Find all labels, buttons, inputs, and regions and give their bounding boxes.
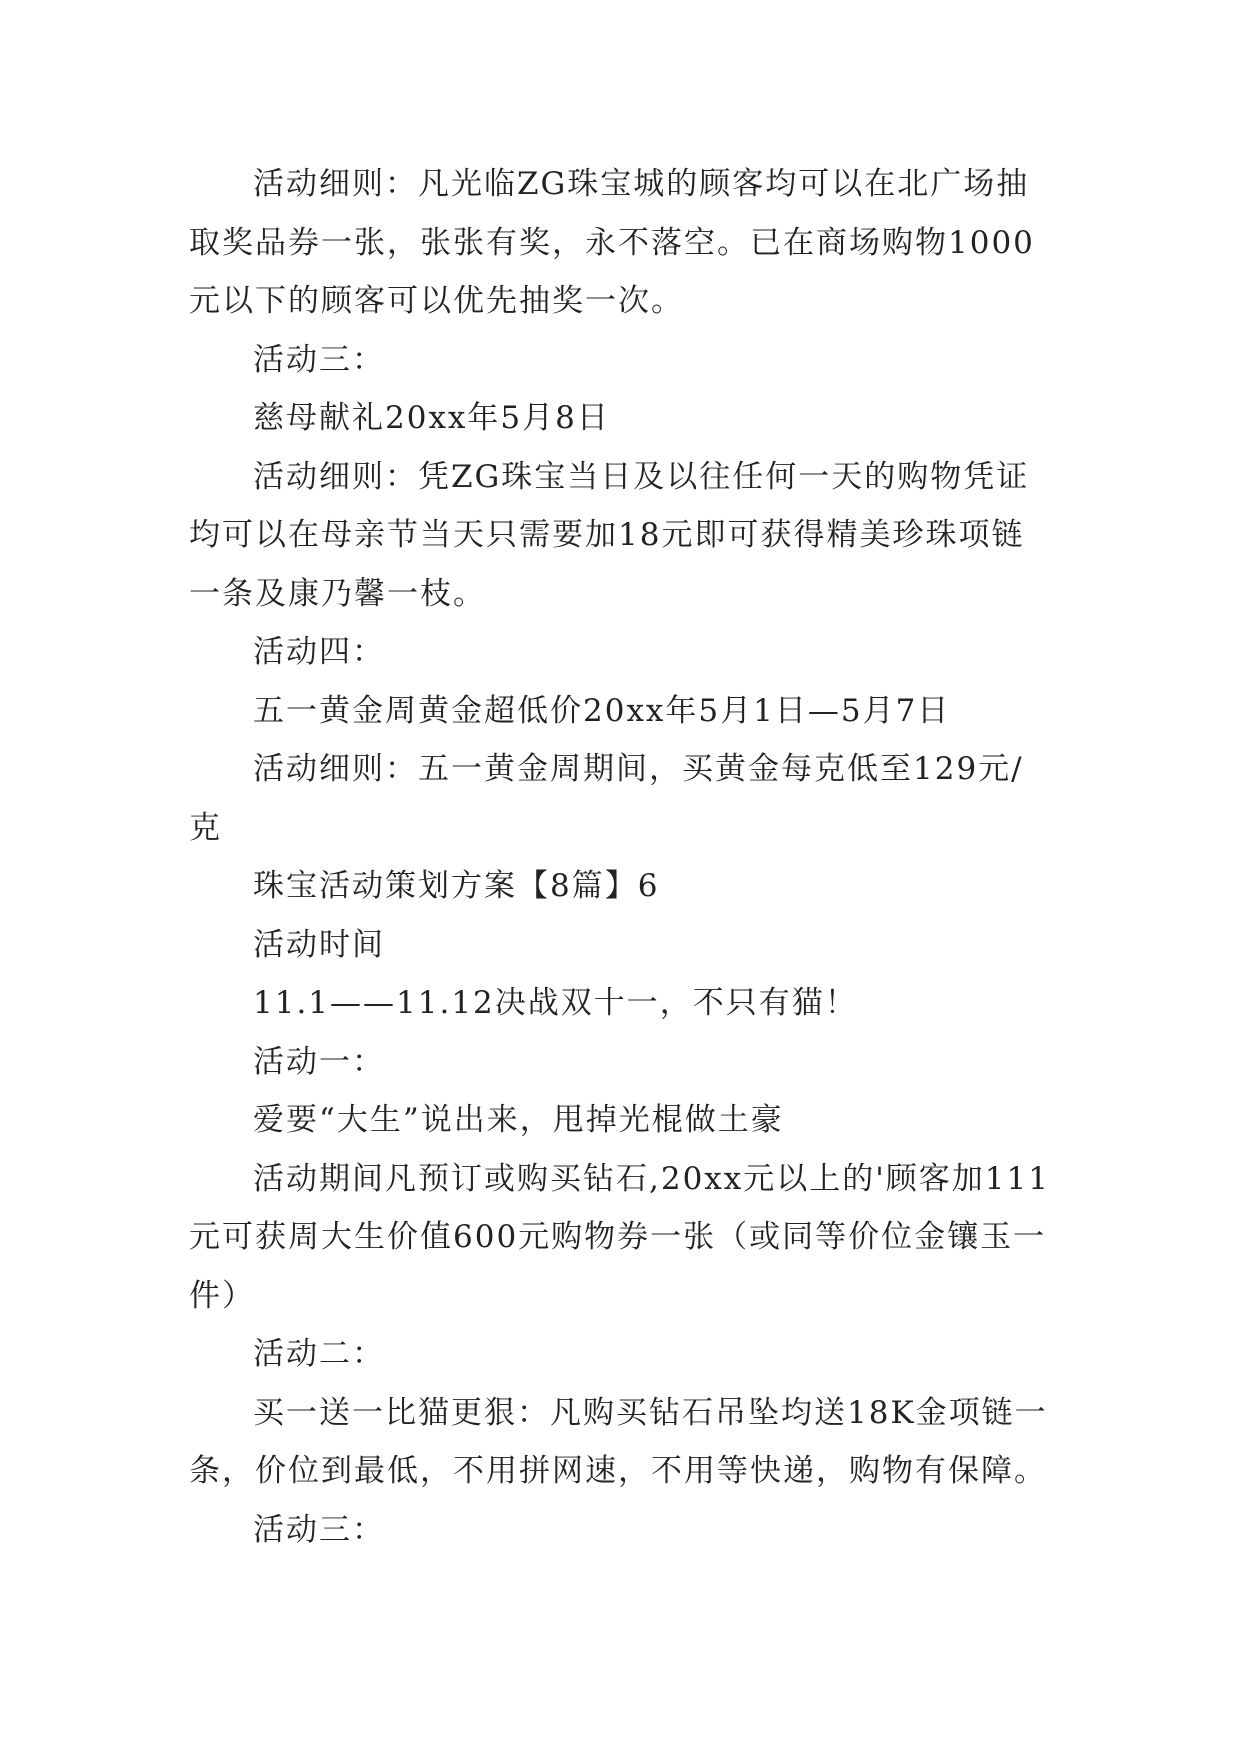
paragraph-golden-week-rules: 活动细则：五一黄金周期间，买黄金每克低至129元/克 [189,751,1024,846]
paragraph-activity-four-heading: 活动四： [253,634,385,670]
document-body [189,155,1055,1559]
paragraph-activity-one-title: 爱要“大生”说出来，甩掉光棍做土豪 [253,1102,784,1138]
paragraph-golden-week-title: 五一黄金周黄金超低价20xx年5月1日—5月7日 [253,692,951,729]
paragraph-activity-one-rules: 活动期间凡预订或购买钻石,20xx元以上的'顾客加111元可获周大生价值600元购物券一张（或同等价位金镶玉一件） [189,1160,1050,1314]
paragraph-lottery-rules: 活动细则：凡光临ZG珠宝城的顾客均可以在北广场抽取奖品券一张，张张有奖，永不落空。已在商场购物1000元以下的顾客可以优先抽奖一次。 [189,166,1035,319]
paragraph-mothers-day-title: 慈母献礼20xx年5月8日 [253,400,610,436]
paragraph-activity-three-heading-2: 活动三： [253,1511,385,1548]
section-title: 珠宝活动策划方案【8篇】6 [253,868,660,904]
paragraph-activity-time: 11.1——11.12决战双十一，不只有猫！ [253,985,858,1021]
paragraph-activity-one-heading: 活动一： [253,1043,385,1080]
paragraph-activity-two-heading: 活动二： [253,1336,385,1372]
paragraph-activity-two-rules: 买一送一比猫更狠：凡购买钻石吊坠均送18K金项链一条，价位到最低，不用拼网速，不用等快递，购物有保障。 [189,1394,1048,1489]
paragraph-mothers-day-rules: 活动细则：凭ZG珠宝当日及以往任何一天的购物凭证均可以在母亲节当天只需要加18元即可获得精美珍珠项链一条及康乃馨一枝。 [189,458,1030,612]
paragraph-activity-three-heading: 活动三： [253,341,385,378]
paragraph-activity-time-heading: 活动时间 [253,926,385,963]
